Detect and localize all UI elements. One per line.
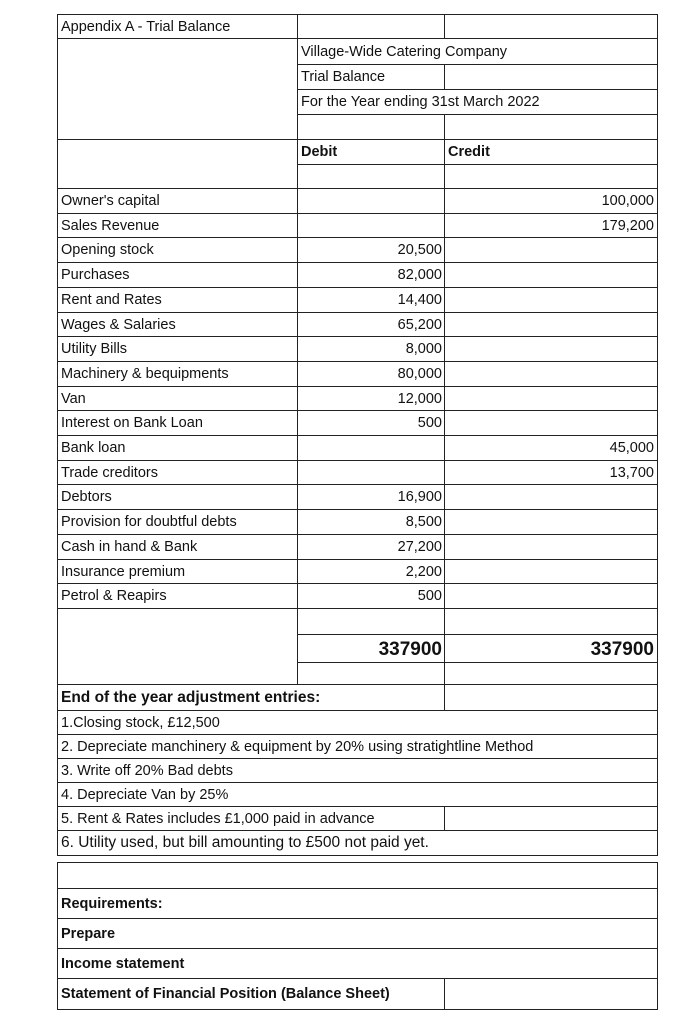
account-debit — [297, 460, 446, 487]
account-credit — [444, 583, 658, 610]
totals-left-blank — [57, 608, 299, 686]
account-debit: 20,500 — [297, 237, 446, 264]
totals-empty-cell — [444, 608, 658, 636]
spacer-row — [57, 862, 658, 890]
account-name: Opening stock — [57, 237, 299, 264]
account-credit — [444, 509, 658, 536]
account-name: Bank loan — [57, 435, 299, 462]
account-debit: 27,200 — [297, 534, 446, 561]
account-name: Owner's capital — [57, 188, 299, 215]
adjustment-item: 1.Closing stock, £12,500 — [57, 710, 658, 736]
account-name: Cash in hand & Bank — [57, 534, 299, 561]
adjustments-empty-cell — [444, 684, 658, 712]
account-name: Petrol & Reapirs — [57, 583, 299, 610]
account-name: Interest on Bank Loan — [57, 410, 299, 437]
report-period: For the Year ending 31st March 2022 — [297, 89, 658, 116]
account-credit — [444, 534, 658, 561]
adjustment-item: 3. Write off 20% Bad debts — [57, 758, 658, 784]
account-credit — [444, 484, 658, 511]
header-left-blank — [57, 38, 299, 141]
header-empty-cell — [444, 114, 658, 141]
account-name: Trade creditors — [57, 460, 299, 487]
account-name: Provision for doubtful debts — [57, 509, 299, 536]
requirement-item: Income statement — [57, 948, 658, 980]
account-credit — [444, 386, 658, 413]
adjustments-empty-cell — [444, 806, 658, 832]
account-debit: 16,900 — [297, 484, 446, 511]
total-credit: 337900 — [444, 634, 658, 664]
account-debit — [297, 188, 446, 215]
header-empty-cell — [444, 64, 658, 91]
account-name: Insurance premium — [57, 559, 299, 586]
account-name: Purchases — [57, 262, 299, 289]
column-header-blank — [57, 139, 299, 190]
account-debit: 8,000 — [297, 336, 446, 363]
account-debit: 500 — [297, 583, 446, 610]
account-credit — [444, 262, 658, 289]
account-credit: 13,700 — [444, 460, 658, 487]
account-name: Wages & Salaries — [57, 312, 299, 339]
requirements-empty-cell — [444, 978, 658, 1010]
account-credit — [444, 237, 658, 264]
adjustment-item: 5. Rent & Rates includes £1,000 paid in advance — [57, 806, 446, 832]
account-debit: 65,200 — [297, 312, 446, 339]
account-debit: 500 — [297, 410, 446, 437]
header-empty-cell — [444, 164, 658, 190]
account-debit — [297, 435, 446, 462]
account-debit: 14,400 — [297, 287, 446, 314]
appendix-title: Appendix A - Trial Balance — [57, 14, 299, 40]
header-empty-cell — [297, 14, 446, 40]
credit-header: Credit — [444, 139, 658, 166]
account-credit: 45,000 — [444, 435, 658, 462]
total-debit: 337900 — [297, 634, 446, 664]
account-debit: 80,000 — [297, 361, 446, 388]
account-debit: 82,000 — [297, 262, 446, 289]
requirements-prepare: Prepare — [57, 918, 658, 950]
adjustments-title: End of the year adjustment entries: — [57, 684, 446, 712]
account-credit — [444, 336, 658, 363]
account-name: Machinery & bequipments — [57, 361, 299, 388]
account-credit: 100,000 — [444, 188, 658, 215]
account-debit — [297, 213, 446, 240]
adjustment-item: 4. Depreciate Van by 25% — [57, 782, 658, 808]
requirement-item: Statement of Financial Position (Balance Sheet) — [57, 978, 446, 1010]
debit-header: Debit — [297, 139, 446, 166]
requirements-title: Requirements: — [57, 888, 658, 920]
header-empty-cell — [297, 114, 446, 141]
totals-empty-cell — [444, 662, 658, 686]
account-credit — [444, 410, 658, 437]
account-debit: 12,000 — [297, 386, 446, 413]
totals-empty-cell — [297, 608, 446, 636]
account-credit — [444, 361, 658, 388]
adjustment-item: 6. Utility used, but bill amounting to £500 not paid yet. — [57, 830, 658, 856]
account-credit — [444, 312, 658, 339]
account-name: Sales Revenue — [57, 213, 299, 240]
account-name: Debtors — [57, 484, 299, 511]
account-name: Rent and Rates — [57, 287, 299, 314]
account-debit: 2,200 — [297, 559, 446, 586]
account-credit: 179,200 — [444, 213, 658, 240]
account-debit: 8,500 — [297, 509, 446, 536]
company-name: Village-Wide Catering Company — [297, 38, 658, 66]
account-credit — [444, 559, 658, 586]
account-name: Van — [57, 386, 299, 413]
adjustment-item: 2. Depreciate manchinery & equipment by 20% using stratightline Method — [57, 734, 658, 760]
totals-empty-cell — [297, 662, 446, 686]
account-credit — [444, 287, 658, 314]
account-name: Utility Bills — [57, 336, 299, 363]
report-name: Trial Balance — [297, 64, 446, 91]
header-empty-cell — [444, 14, 658, 40]
header-empty-cell — [297, 164, 446, 190]
